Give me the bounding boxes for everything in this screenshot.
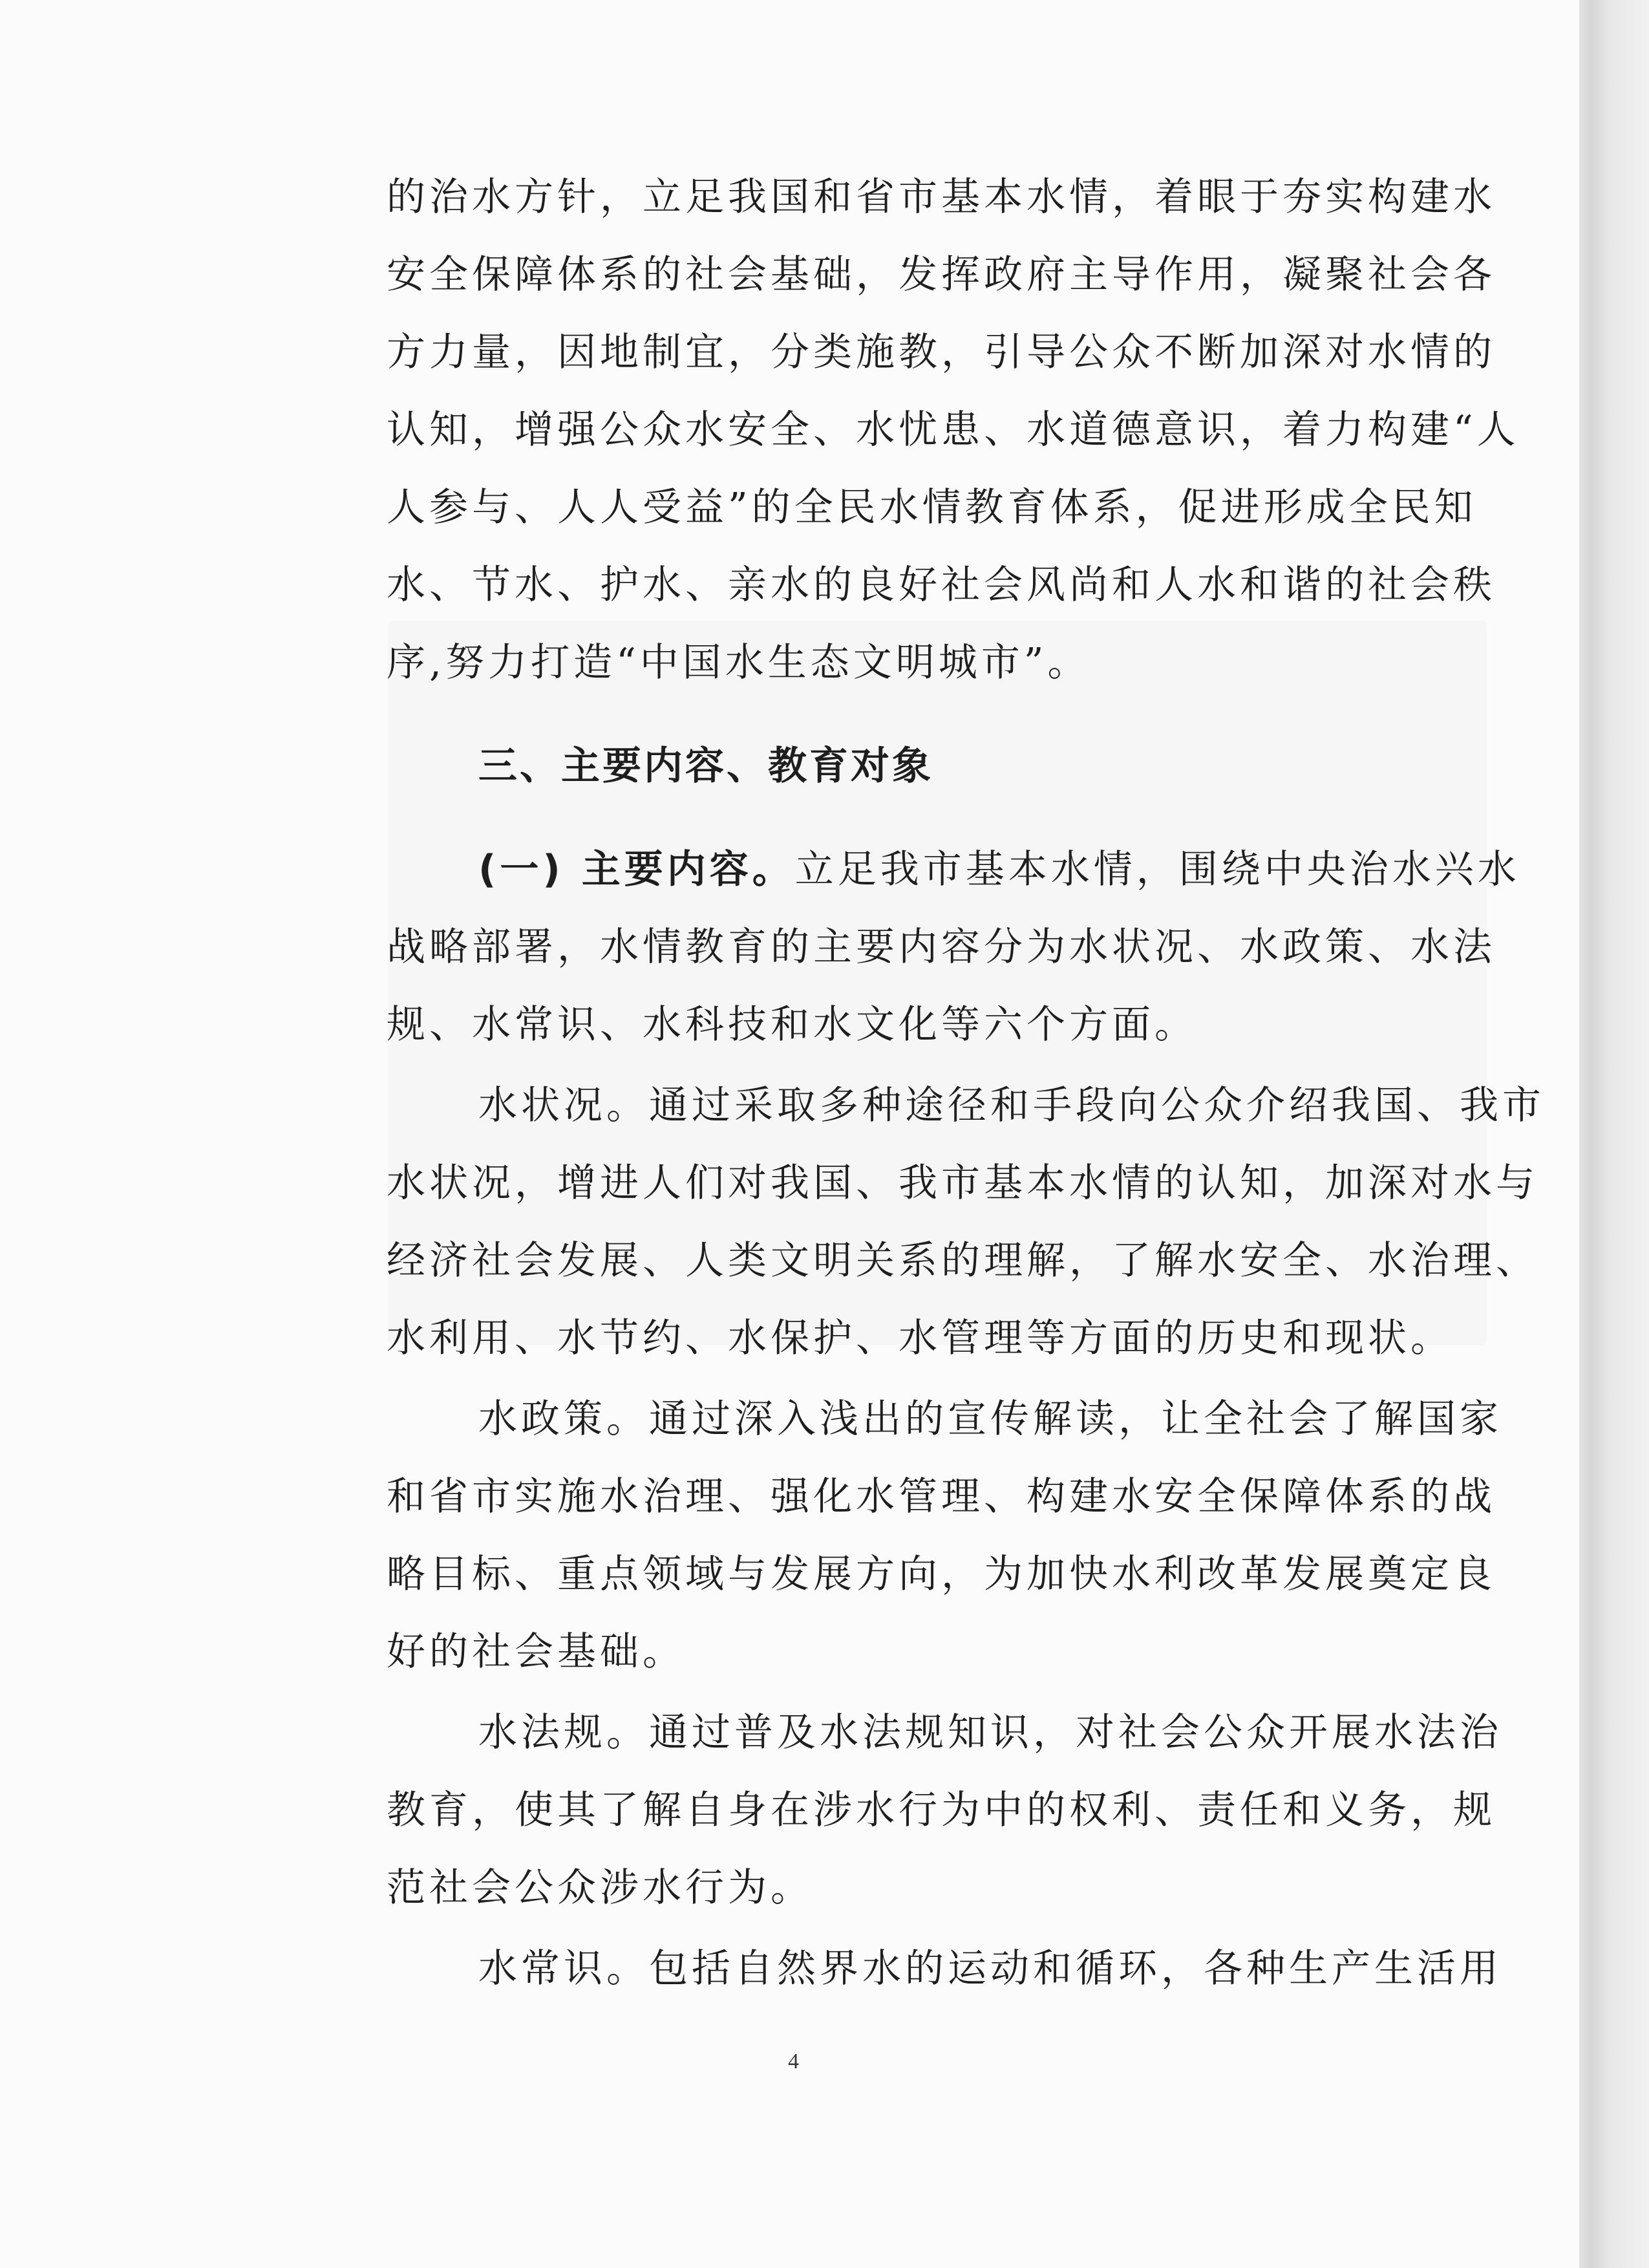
- subsection-first-text: 立足我市基本水情，围绕中央治水兴水: [794, 847, 1520, 892]
- body-line: 和省市实施水治理、强化水管理、构建水安全保障体系的战: [387, 1474, 1496, 1519]
- body-line: 略目标、重点领域与发展方向，为加快水利改革发展奠定良: [387, 1552, 1496, 1597]
- subsection-lead: (一) 主要内容。: [478, 847, 795, 892]
- paragraph-first-line: 水常识。包括自然界水的运动和循环，各种生产生活用: [478, 1946, 1502, 1991]
- page-number: 4: [788, 2049, 799, 2073]
- paragraph-first-line: 水法规。通过普及水法规知识，对社会公众开展水法治: [478, 1710, 1502, 1755]
- scan-edge-shadow: [1579, 0, 1649, 2268]
- body-line: 战略部署，水情教育的主要内容分为水状况、水政策、水法: [387, 925, 1496, 970]
- body-line: 认知，增强公众水安全、水忧患、水道德意识，着力构建“人: [387, 407, 1520, 453]
- body-line: 人参与、人人受益”的全民水情教育体系，促进形成全民知: [387, 485, 1477, 530]
- body-line: 的治水方针，立足我国和省市基本水情，着眼于夯实构建水: [387, 175, 1496, 220]
- body-line: 安全保障体系的社会基础，发挥政府主导作用，凝聚社会各: [387, 252, 1496, 297]
- body-line: 水利用、水节约、水保护、水管理等方面的历史和现状。: [387, 1316, 1453, 1361]
- body-line: 水、节水、护水、亲水的良好社会风尚和人水和谐的社会秩: [387, 562, 1496, 608]
- paragraph-first-line: 水政策。通过深入浅出的宣传解读，让全社会了解国家: [478, 1396, 1502, 1442]
- section-heading: 三、主要内容、教育对象: [478, 744, 933, 789]
- body-line: 经济社会发展、人类文明关系的理解，了解水安全、水治理、: [387, 1238, 1538, 1283]
- body-line: 范社会公众涉水行为。: [387, 1865, 813, 1910]
- body-line: 好的社会基础。: [387, 1629, 685, 1674]
- subsection-first-line: [478, 831, 1520, 908]
- body-line: 序,努力打造“中国水生态文明城市”。: [387, 640, 1090, 685]
- body-line: 方力量，因地制宜，分类施教，引导公众不断加深对水情的: [387, 330, 1496, 375]
- body-line: 水状况，增进人们对我国、我市基本水情的认知，加深对水与: [387, 1161, 1538, 1206]
- body-line: 规、水常识、水科技和水文化等六个方面。: [387, 1002, 1197, 1047]
- body-line: 教育，使其了解自身在涉水行为中的权利、责任和义务，规: [387, 1788, 1496, 1833]
- paragraph-first-line: 水状况。通过采取多种途径和手段向公众介绍我国、我市: [478, 1083, 1545, 1128]
